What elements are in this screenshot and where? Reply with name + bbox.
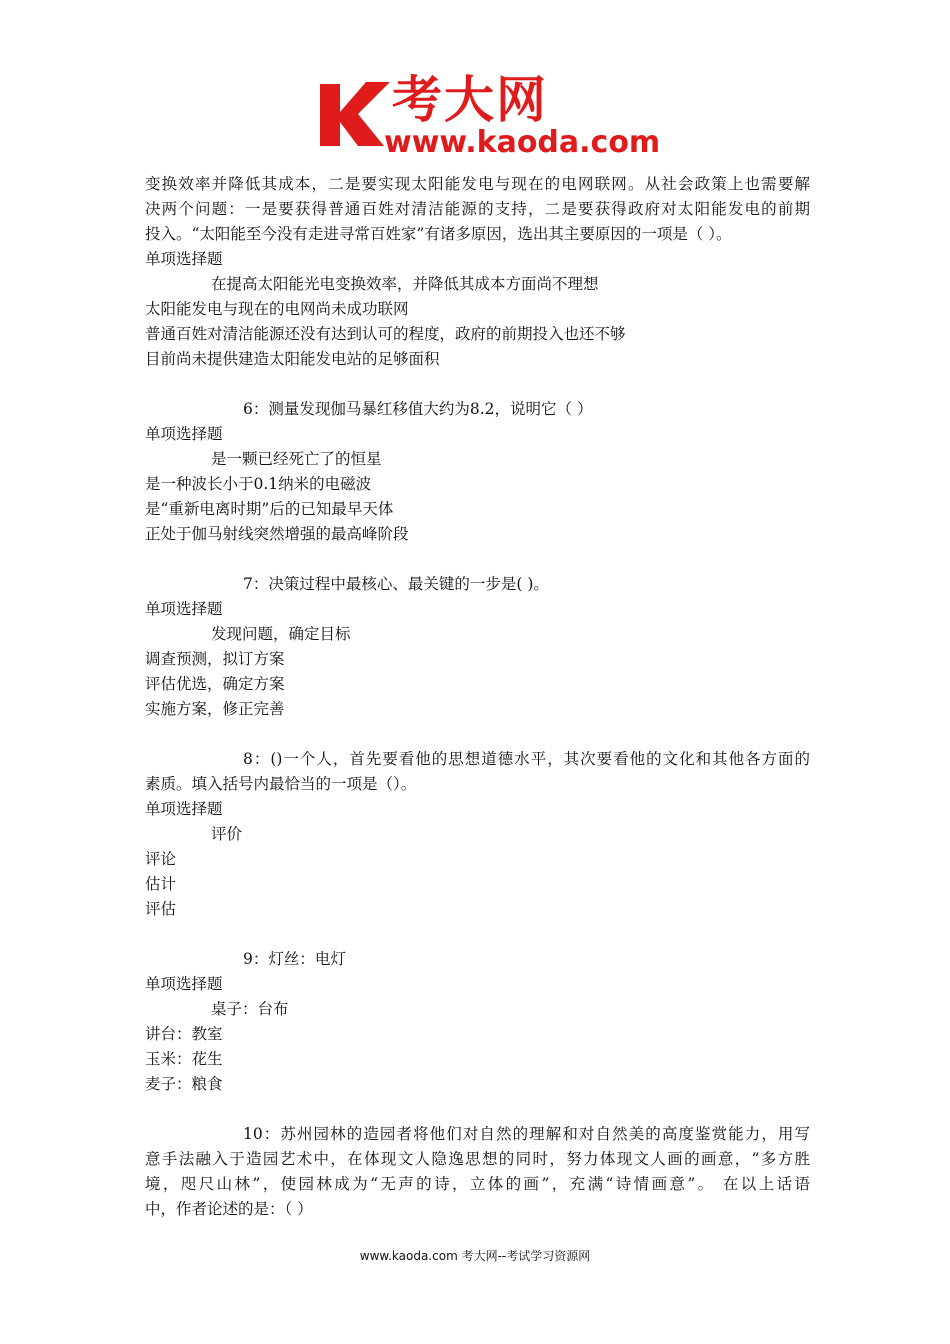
option: 是“重新电离时期”后的已知最早天体 [145, 500, 394, 518]
intro-line: 决两个问题：一是要获得普通百姓对清洁能源的支持，二是要获得政府对太阳能发电的前期 [145, 200, 810, 218]
question-type: 单项选择题 [145, 975, 223, 993]
option: 评价 [211, 825, 243, 843]
intro-line: 投入。“太阳能至今没有走进寻常百姓家”有诸多原因，选出其主要原因的一项是（ ）。 [145, 225, 732, 243]
option: 实施方案，修正完善 [145, 700, 285, 718]
logo-name: 考大网 [392, 71, 548, 129]
option: 评估 [145, 900, 177, 918]
option: 评估优选，确定方案 [145, 675, 285, 693]
question-stem: 6：测量发现伽马暴红移值大约为8.2，说明它（ ） [243, 400, 593, 418]
option: 是一种波长小于0.1纳米的电磁波 [145, 475, 372, 493]
document-body [145, 172, 810, 1222]
question-stem: 7：决策过程中最核心、最关键的一步是( )。 [243, 575, 549, 593]
question-stem: 素质。填入括号内最恰当的一项是（）。 [145, 775, 417, 793]
page-footer: www.kaoda.com 考大网--考试学习资源网 [359, 1249, 591, 1263]
option: 正处于伽马射线突然增强的最高峰阶段 [145, 525, 409, 543]
option: 讲台：教室 [145, 1025, 223, 1043]
option: 太阳能发电与现在的电网尚未成功联网 [145, 300, 409, 318]
site-logo [318, 71, 661, 160]
option: 是一颗已经死亡了的恒星 [211, 450, 382, 468]
question-type: 单项选择题 [145, 600, 223, 618]
option: 调查预测，拟订方案 [145, 650, 285, 668]
question-stem: 9：灯丝：电灯 [243, 950, 346, 968]
question-stem: 意手法融入于造园艺术中，在体现文人隐逸思想的同时，努力体现文人画的画意，“多方胜 [145, 1150, 810, 1168]
logo-url: www.kaoda.com [384, 125, 661, 160]
option: 在提高太阳能光电变换效率，并降低其成本方面尚不理想 [211, 275, 599, 293]
option: 桌子：台布 [211, 1000, 289, 1018]
question-stem: 8：()一个人，首先要看他的思想道德水平，其次要看他的文化和其他各方面的 [243, 750, 810, 768]
question-stem: 10：苏州园林的造园者将他们对自然的理解和对自然美的高度鉴赏能力，用写 [243, 1125, 810, 1143]
question-stem: 中，作者论述的是：（ ） [145, 1200, 313, 1218]
question-type: 单项选择题 [145, 250, 223, 268]
question-stem: 境，咫尺山林”，使园林成为“无声的诗，立体的画”，充满“诗情画意”。 在以上话语 [145, 1175, 810, 1193]
option: 玉米：花生 [145, 1050, 223, 1068]
question-type: 单项选择题 [145, 800, 223, 818]
option: 发现问题，确定目标 [211, 625, 351, 643]
option: 估计 [145, 875, 177, 893]
option: 普通百姓对清洁能源还没有达到认可的程度，政府的前期投入也还不够 [145, 325, 626, 343]
question-type: 单项选择题 [145, 425, 223, 443]
option: 评论 [145, 850, 177, 868]
option: 麦子：粮食 [145, 1075, 223, 1093]
intro-line: 变换效率并降低其成本，二是要实现太阳能发电与现在的电网联网。从社会政策上也需要解 [145, 175, 810, 193]
option: 目前尚未提供建造太阳能发电站的足够面积 [145, 350, 440, 368]
